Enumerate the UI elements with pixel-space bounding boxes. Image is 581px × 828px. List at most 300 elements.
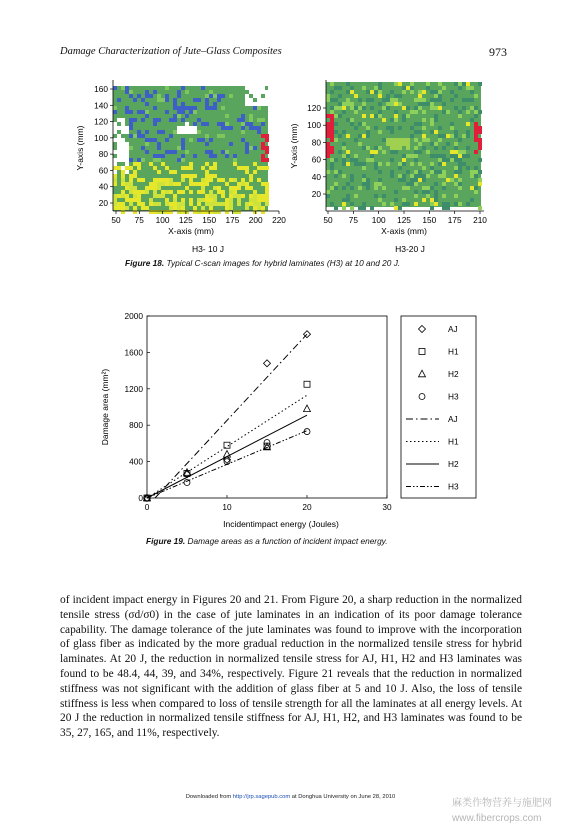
- cscan-texture-cell: [346, 198, 350, 202]
- cscan-texture-cell: [169, 134, 173, 138]
- cscan-texture-cell: [133, 206, 137, 210]
- cscan-texture-cell: [434, 142, 438, 146]
- cscan-texture-cell: [342, 186, 346, 190]
- cscan-texture-cell: [113, 86, 117, 90]
- cscan-texture-cell: [221, 194, 225, 198]
- cscan-texture-cell: [358, 142, 362, 146]
- cscan-texture-cell: [342, 106, 346, 110]
- cscan-texture-cell: [201, 198, 205, 202]
- cscan-texture-cell: [253, 106, 257, 110]
- cscan-texture-cell: [245, 186, 249, 190]
- cscan-texture-cell: [454, 182, 458, 186]
- cscan-texture-cell: [442, 170, 446, 174]
- cscan-texture-cell: [454, 170, 458, 174]
- cscan-texture-cell: [478, 206, 482, 210]
- cscan-texture-cell: [390, 150, 394, 154]
- cscan-texture-cell: [157, 182, 161, 186]
- cscan-texture-cell: [466, 122, 470, 126]
- cscan-texture-cell: [386, 126, 390, 130]
- cscan-texture-cell: [462, 154, 466, 158]
- cscan-texture-cell: [153, 154, 157, 158]
- cscan-texture-cell: [398, 126, 402, 130]
- data-point-h2: [304, 405, 311, 412]
- cscan-texture-cell: [205, 150, 209, 154]
- cscan-texture-cell: [470, 118, 474, 122]
- cscan-texture-cell: [394, 198, 398, 202]
- cscan-texture-cell: [394, 82, 398, 86]
- cscan-texture-cell: [410, 86, 414, 90]
- cscan-texture-cell: [430, 170, 434, 174]
- cscan-right-xtick-label: 100: [371, 215, 386, 225]
- cscan-texture-cell: [438, 90, 442, 94]
- cscan-texture-cell: [205, 202, 209, 206]
- cscan-texture-cell: [474, 134, 478, 138]
- cscan-texture-cell: [478, 82, 482, 86]
- cscan-texture-cell: [125, 206, 129, 210]
- legend-line-label-h3: H3: [448, 481, 459, 492]
- cscan-texture-cell: [161, 182, 165, 186]
- cscan-texture-cell: [334, 98, 338, 102]
- cscan-texture-cell: [213, 174, 217, 178]
- cscan-texture-cell: [173, 118, 177, 122]
- cscan-texture-cell: [157, 178, 161, 182]
- cscan-texture-cell: [181, 142, 185, 146]
- watermark: [452, 796, 552, 826]
- cscan-texture-cell: [362, 134, 366, 138]
- cscan-texture-cell: [414, 158, 418, 162]
- cscan-texture-cell: [378, 82, 382, 86]
- cscan-texture-cell: [145, 206, 149, 210]
- cscan-texture-cell: [217, 190, 221, 194]
- cscan-texture-cell: [358, 98, 362, 102]
- cscan-texture-cell: [257, 86, 261, 90]
- cscan-texture-cell: [129, 90, 133, 94]
- cscan-texture-cell: [257, 126, 261, 130]
- cscan-texture-cell: [434, 130, 438, 134]
- cscan-texture-cell: [197, 182, 201, 186]
- cscan-texture-cell: [121, 130, 125, 134]
- cscan-texture-cell: [201, 178, 205, 182]
- cscan-texture-cell: [229, 186, 233, 190]
- cscan-texture-cell: [113, 122, 117, 126]
- cscan-texture-cell: [209, 90, 213, 94]
- cscan-texture-cell: [225, 122, 229, 126]
- cscan-texture-cell: [326, 146, 330, 150]
- cscan-texture-cell: [121, 126, 125, 130]
- cscan-texture-cell: [209, 174, 213, 178]
- cscan-texture-cell: [334, 138, 338, 142]
- cscan-texture-cell: [450, 122, 454, 126]
- cscan-texture-cell: [261, 102, 265, 106]
- cscan-texture-cell: [370, 114, 374, 118]
- cscan-texture-cell: [350, 102, 354, 106]
- cscan-texture-cell: [438, 154, 442, 158]
- cscan-texture-cell: [177, 182, 181, 186]
- cscan-texture-cell: [137, 198, 141, 202]
- cscan-texture-cell: [261, 198, 265, 202]
- page-number: 973: [489, 45, 507, 59]
- cscan-texture-cell: [177, 106, 181, 110]
- cscan-texture-cell: [430, 106, 434, 110]
- cscan-texture-cell: [117, 154, 121, 158]
- cscan-texture-cell: [434, 202, 438, 206]
- cscan-texture-cell: [217, 186, 221, 190]
- cscan-texture-cell: [362, 114, 366, 118]
- cscan-right-y-ticks: [307, 103, 326, 199]
- cscan-texture-cell: [362, 102, 366, 106]
- cscan-texture-cell: [113, 194, 117, 198]
- cscan-texture-cell: [229, 178, 233, 182]
- cscan-texture-cell: [354, 154, 358, 158]
- cscan-texture-cell: [374, 86, 378, 90]
- cscan-texture-cell: [257, 102, 261, 106]
- cscan-texture-cell: [149, 138, 153, 142]
- cscan-texture-cell: [334, 158, 338, 162]
- cscan-texture-cell: [330, 122, 334, 126]
- cscan-texture-cell: [241, 126, 245, 130]
- cscan-texture-cell: [478, 182, 482, 186]
- cscan-texture-cell: [213, 194, 217, 198]
- cscan-texture-cell: [458, 114, 462, 118]
- cscan-texture-cell: [350, 90, 354, 94]
- cscan-texture-cell: [265, 194, 269, 198]
- cscan-texture-cell: [209, 202, 213, 206]
- cscan-texture-cell: [213, 162, 217, 166]
- cscan-texture-cell: [193, 126, 197, 130]
- cscan-texture-cell: [181, 158, 185, 162]
- cscan-texture-cell: [422, 102, 426, 106]
- cscan-texture-cell: [261, 142, 265, 146]
- cscan-texture-cell: [438, 170, 442, 174]
- cscan-texture-cell: [470, 98, 474, 102]
- cscan-texture-cell: [181, 190, 185, 194]
- cscan-texture-cell: [378, 146, 382, 150]
- cscan-texture-cell: [410, 174, 414, 178]
- cscan-texture-cell: [390, 118, 394, 122]
- cscan-texture-cell: [426, 150, 430, 154]
- cscan-texture-cell: [454, 82, 458, 86]
- cscan-texture-cell: [338, 94, 342, 98]
- cscan-texture-cell: [458, 162, 462, 166]
- cscan-texture-cell: [213, 186, 217, 190]
- cscan-texture-cell: [346, 162, 350, 166]
- cscan-texture-cell: [189, 174, 193, 178]
- cscan-texture-cell: [394, 138, 398, 142]
- cscan-texture-cell: [478, 178, 482, 182]
- cscan-texture-cell: [330, 134, 334, 138]
- cscan-texture-cell: [189, 110, 193, 114]
- cscan-texture-cell: [169, 170, 173, 174]
- cscan-texture-cell: [253, 126, 257, 130]
- cscan-texture-cell: [229, 126, 233, 130]
- cscan-texture-cell: [414, 110, 418, 114]
- cscan-left-xlabel: X-axis (mm): [168, 226, 214, 236]
- cscan-texture-cell: [458, 150, 462, 154]
- cscan-texture-cell: [165, 166, 169, 170]
- cscan-texture-cell: [410, 134, 414, 138]
- cscan-texture-cell: [249, 118, 253, 122]
- cscan-texture-cell: [474, 130, 478, 134]
- cscan-texture-cell: [410, 110, 414, 114]
- cscan-right-sublabel: H3-20 J: [395, 244, 425, 254]
- cscan-texture-cell: [157, 146, 161, 150]
- cscan-texture-cell: [362, 202, 366, 206]
- cscan-texture-cell: [181, 118, 185, 122]
- cscan-texture-cell: [346, 102, 350, 106]
- cscan-texture-cell: [386, 106, 390, 110]
- cscan-texture-cell: [474, 138, 478, 142]
- cscan-texture-cell: [217, 98, 221, 102]
- cscan-texture-cell: [205, 102, 209, 106]
- cscan-texture-cell: [370, 106, 374, 110]
- cscan-texture-cell: [346, 182, 350, 186]
- cscan-texture-cell: [265, 198, 269, 202]
- cscan-texture-cell: [161, 162, 165, 166]
- cscan-texture-cell: [414, 146, 418, 150]
- cscan-texture-cell: [446, 158, 450, 162]
- cscan-texture-cell: [474, 190, 478, 194]
- cscan-texture-cell: [205, 182, 209, 186]
- cscan-texture-cell: [241, 194, 245, 198]
- cscan-texture-cell: [422, 90, 426, 94]
- cscan-texture-cell: [470, 198, 474, 202]
- cscan-texture-cell: [133, 174, 137, 178]
- cscan-texture-cell: [398, 142, 402, 146]
- cscan-texture-cell: [165, 178, 169, 182]
- chart-xtick-label: 0: [144, 502, 150, 512]
- cscan-texture-cell: [225, 198, 229, 202]
- cscan-texture-cell: [402, 154, 406, 158]
- cscan-texture-cell: [358, 134, 362, 138]
- cscan-texture-cell: [410, 182, 414, 186]
- cscan-texture-cell: [117, 146, 121, 150]
- cscan-texture-cell: [129, 146, 133, 150]
- legend-line-label-h1: H1: [448, 436, 459, 447]
- cscan-texture-cell: [245, 182, 249, 186]
- chart-ylabel: Damage area (mm²): [100, 368, 110, 446]
- cscan-texture-cell: [257, 98, 261, 102]
- cscan-texture-cell: [141, 110, 145, 114]
- cscan-texture-cell: [173, 170, 177, 174]
- cscan-texture-cell: [205, 106, 209, 110]
- cscan-texture-cell: [438, 134, 442, 138]
- cscan-left-xtick-label: 150: [202, 215, 217, 225]
- cscan-texture-cell: [330, 82, 334, 86]
- cscan-texture-cell: [113, 158, 117, 162]
- cscan-left-ylabel: Y-axis (mm): [75, 125, 85, 171]
- cscan-texture-cell: [129, 126, 133, 130]
- cscan-left-ytick-label: 100: [94, 132, 108, 143]
- cscan-texture-cell: [358, 106, 362, 110]
- chart-ytick-label: 400: [129, 456, 143, 467]
- cscan-texture-cell: [402, 114, 406, 118]
- cscan-texture-cell: [205, 194, 209, 198]
- cscan-texture-cell: [245, 146, 249, 150]
- footer-link[interactable]: http://jrp.sagepub.com: [232, 794, 291, 800]
- cscan-texture-cell: [422, 110, 426, 114]
- cscan-texture-cell: [161, 130, 165, 134]
- cscan-texture-cell: [398, 138, 402, 142]
- cscan-texture-cell: [422, 174, 426, 178]
- cscan-texture-cell: [205, 122, 209, 126]
- chart-legend-box: [401, 316, 476, 498]
- cscan-texture-cell: [442, 134, 446, 138]
- cscan-texture-cell: [189, 106, 193, 110]
- cscan-texture-cell: [221, 190, 225, 194]
- cscan-texture-cell: [245, 122, 249, 126]
- cscan-texture-cell: [113, 198, 117, 202]
- cscan-texture-cell: [430, 186, 434, 190]
- cscan-texture-cell: [245, 206, 249, 210]
- cscan-texture-cell: [133, 118, 137, 122]
- legend-marker-label-h1: H1: [448, 346, 459, 357]
- cscan-texture-cell: [438, 138, 442, 142]
- cscan-texture-cell: [334, 86, 338, 90]
- cscan-texture-cell: [233, 162, 237, 166]
- cscan-texture-cell: [157, 98, 161, 102]
- cscan-texture-cell: [249, 98, 253, 102]
- cscan-texture-cell: [402, 202, 406, 206]
- cscan-texture-cell: [426, 186, 430, 190]
- cscan-texture-cell: [257, 198, 261, 202]
- cscan-texture-cell: [474, 166, 478, 170]
- cscan-texture-cell: [181, 86, 185, 90]
- cscan-texture-cell: [326, 194, 330, 198]
- cscan-texture-cell: [245, 94, 249, 98]
- cscan-texture-cell: [358, 186, 362, 190]
- cscan-texture-cell: [354, 110, 358, 114]
- cscan-left-xtick-label: 220: [272, 215, 286, 225]
- cscan-texture-cell: [193, 98, 197, 102]
- cscan-texture-cell: [189, 178, 193, 182]
- cscan-texture-cell: [229, 194, 233, 198]
- cscan-texture-cell: [394, 98, 398, 102]
- cscan-texture-cell: [149, 162, 153, 166]
- cscan-texture-cell: [209, 178, 213, 182]
- cscan-texture-cell: [129, 186, 133, 190]
- cscan-texture-cell: [382, 194, 386, 198]
- cscan-texture-cell: [121, 190, 125, 194]
- cscan-texture-cell: [249, 202, 253, 206]
- cscan-texture-cell: [434, 118, 438, 122]
- footer-prefix: Downloaded from: [185, 794, 232, 800]
- cscan-texture-cell: [374, 166, 378, 170]
- cscan-texture-cell: [430, 122, 434, 126]
- cscan-texture-cell: [450, 90, 454, 94]
- cscan-texture-cell: [402, 158, 406, 162]
- cscan-texture-cell: [434, 198, 438, 202]
- cscan-texture-cell: [350, 186, 354, 190]
- cscan-texture-cell: [394, 146, 398, 150]
- cscan-texture-cell: [434, 94, 438, 98]
- cscan-texture-cell: [342, 162, 346, 166]
- cscan-texture-cell: [177, 114, 181, 118]
- cscan-texture-cell: [133, 190, 137, 194]
- cscan-texture-cell: [446, 110, 450, 114]
- cscan-texture-cell: [153, 106, 157, 110]
- cscan-texture-cell: [330, 130, 334, 134]
- cscan-texture-cell: [125, 154, 129, 158]
- cscan-texture-cell: [326, 154, 330, 158]
- cscan-texture-cell: [201, 86, 205, 90]
- cscan-texture-cell: [149, 182, 153, 186]
- cscan-texture-cell: [414, 202, 418, 206]
- cscan-texture-cell: [430, 102, 434, 106]
- cscan-texture-cell: [422, 118, 426, 122]
- cscan-texture-cell: [177, 158, 181, 162]
- cscan-texture-cell: [209, 194, 213, 198]
- cscan-texture-cell: [402, 186, 406, 190]
- cscan-texture-cell: [249, 90, 253, 94]
- cscan-texture-cell: [342, 146, 346, 150]
- cscan-texture-cell: [454, 174, 458, 178]
- cscan-texture-cell: [418, 122, 422, 126]
- cscan-texture-cell: [346, 154, 350, 158]
- cscan-texture-cell: [414, 194, 418, 198]
- cscan-texture-cell: [249, 174, 253, 178]
- cscan-texture-cell: [390, 130, 394, 134]
- cscan-texture-cell: [386, 98, 390, 102]
- cscan-texture-cell: [245, 86, 249, 90]
- cscan-texture-cell: [145, 102, 149, 106]
- cscan-texture-cell: [141, 146, 145, 150]
- cscan-texture-cell: [414, 174, 418, 178]
- cscan-texture-cell: [422, 126, 426, 130]
- cscan-texture-cell: [145, 150, 149, 154]
- cscan-texture-cell: [366, 178, 370, 182]
- legend-marker-label-h3: H3: [448, 391, 459, 402]
- cscan-texture-cell: [137, 194, 141, 198]
- cscan-texture-cell: [201, 166, 205, 170]
- cscan-texture-cell: [265, 158, 269, 162]
- cscan-texture-cell: [374, 146, 378, 150]
- cscan-texture-cell: [249, 146, 253, 150]
- cscan-texture-cell: [121, 166, 125, 170]
- cscan-texture-cell: [434, 90, 438, 94]
- cscan-texture-cell: [121, 206, 125, 210]
- cscan-texture-cell: [157, 154, 161, 158]
- figure-18-caption-text: Typical C-scan images for hybrid laminates (H3) at 10 and 20 J.: [166, 258, 401, 268]
- cscan-texture-cell: [414, 98, 418, 102]
- cscan-left-xtick-label: 75: [134, 215, 144, 225]
- cscan-texture-cell: [386, 142, 390, 146]
- cscan-right-ytick-label: 20: [311, 189, 321, 199]
- cscan-texture-cell: [177, 190, 181, 194]
- cscan-texture-cell: [113, 206, 117, 210]
- cscan-texture-cell: [458, 166, 462, 170]
- cscan-texture-cell: [145, 114, 149, 118]
- cscan-texture-cell: [474, 106, 478, 110]
- figure-18: [70, 78, 520, 256]
- cscan-texture-cell: [125, 186, 129, 190]
- cscan-texture-cell: [458, 154, 462, 158]
- cscan-texture-cell: [213, 106, 217, 110]
- cscan-texture-cell: [141, 134, 145, 138]
- cscan-texture-cell: [342, 154, 346, 158]
- cscan-texture-cell: [442, 182, 446, 186]
- cscan-texture-cell: [185, 114, 189, 118]
- cscan-texture-cell: [474, 170, 478, 174]
- cscan-texture-cell: [418, 142, 422, 146]
- cscan-texture-cell: [201, 138, 205, 142]
- cscan-texture-cell: [221, 94, 225, 98]
- chart-xtick-label: 30: [382, 502, 392, 512]
- cscan-texture-cell: [249, 178, 253, 182]
- cscan-texture-cell: [414, 122, 418, 126]
- cscan-texture-cell: [454, 94, 458, 98]
- chart-ytick-label: 800: [129, 420, 143, 431]
- cscan-texture-cell: [410, 126, 414, 130]
